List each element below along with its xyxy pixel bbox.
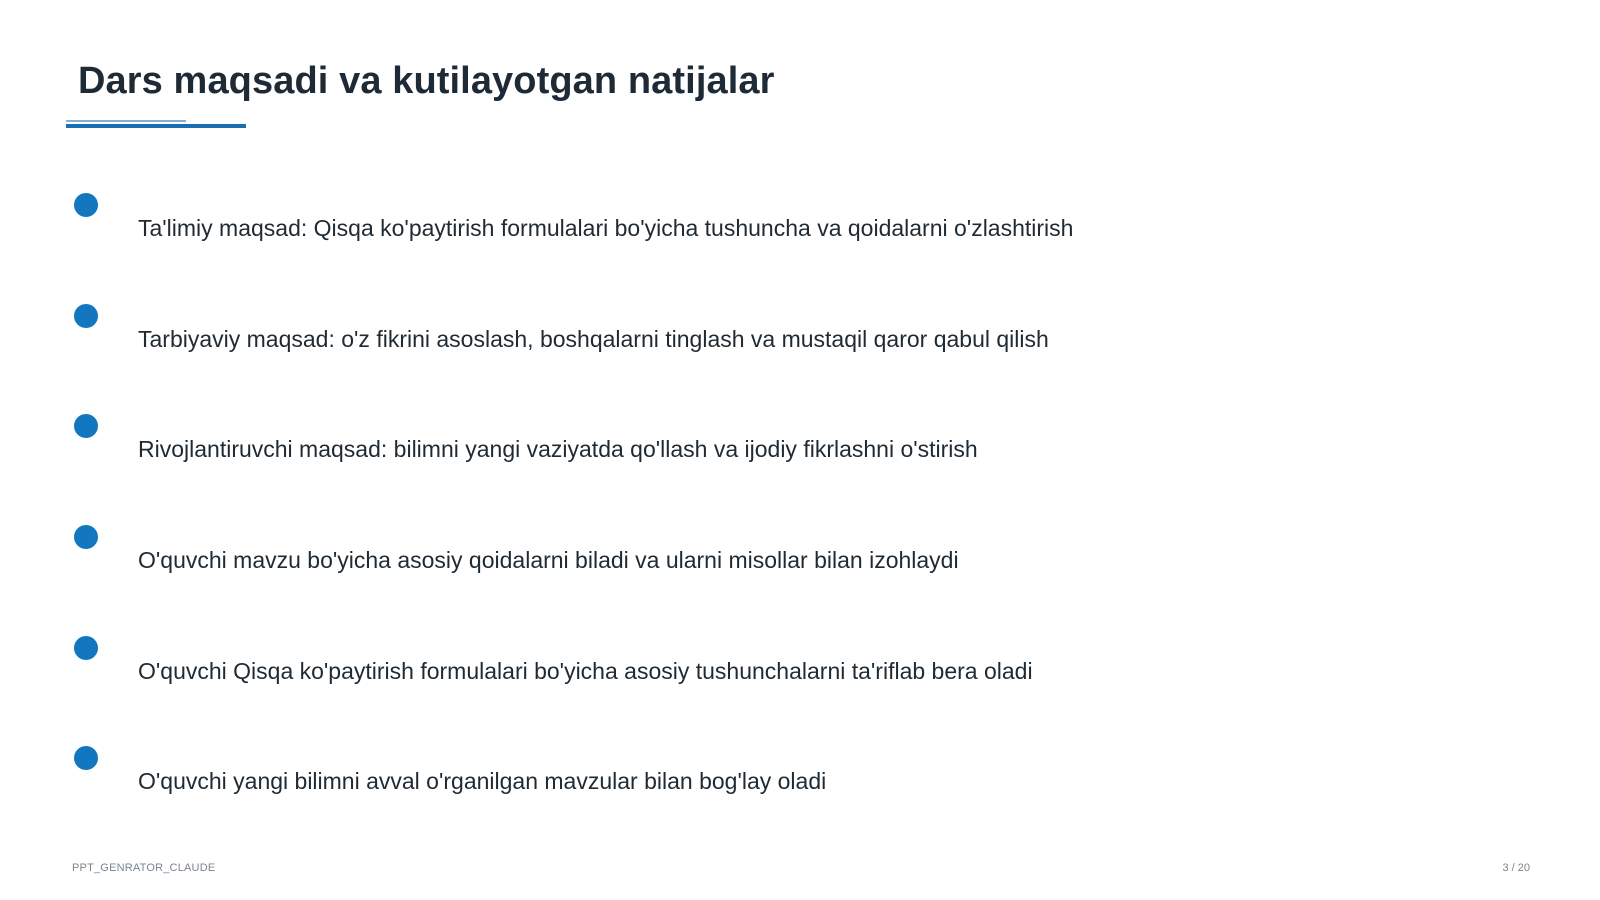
bullet-text: O'quvchi Qisqa ko'paytirish formulalari bo'yicha asosiy tushunchalarni ta'riflab bera oladi [138, 658, 1033, 684]
bullet-dot-icon [74, 525, 98, 549]
bullet-dot-icon [74, 746, 98, 770]
bullet-text: Rivojlantiruvchi maqsad: bilimni yangi vaziyatda qo'llash va ijodiy fikrlashni o'stirish [138, 436, 978, 462]
title-underline [66, 124, 246, 128]
bullet-dot-icon [74, 193, 98, 217]
slide-title: Dars maqsadi va kutilayotgan natijalar [78, 60, 775, 102]
bullet-text: Ta'limiy maqsad: Qisqa ko'paytirish formulalari bo'yicha tushuncha va qoidalarni o'zlashtirish [138, 215, 1074, 241]
bullet-item [0, 636, 1500, 716]
bullet-item [0, 193, 1500, 273]
page-indicator: 3 / 20 [1502, 862, 1530, 874]
bullet-item [0, 304, 1500, 384]
bullet-dot-icon [74, 304, 98, 328]
bullet-text: Tarbiyaviy maqsad: o'z fikrini asoslash, boshqalarni tinglash va mustaqil qaror qabul qilish [138, 326, 1049, 352]
bullet-item [0, 525, 1500, 605]
bullet-text: O'quvchi mavzu bo'yicha asosiy qoidalarni biladi va ularni misollar bilan izohlaydi [138, 547, 959, 573]
bullet-item [0, 746, 1500, 826]
footer-source-label: PPT_GENRATOR_CLAUDE [72, 862, 216, 874]
title-underline-accent [66, 120, 186, 122]
bullet-dot-icon [74, 636, 98, 660]
bullet-dot-icon [74, 414, 98, 438]
bullet-item [0, 414, 1500, 494]
bullet-text: O'quvchi yangi bilimni avval o'rganilgan mavzular bilan bog'lay oladi [138, 768, 827, 794]
